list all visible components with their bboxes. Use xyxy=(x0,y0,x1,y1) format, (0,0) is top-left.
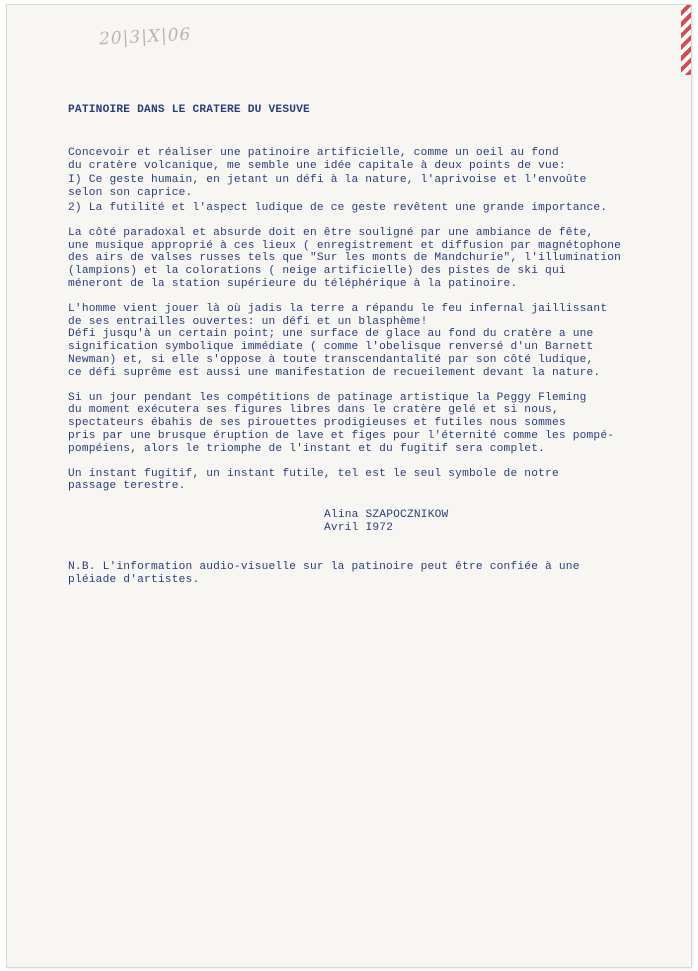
title-line: PATINOIRE DANS LE CRATERE DU VESUVE xyxy=(68,104,310,116)
text-line: La côté paradoxal et absurde doit en être souligné par une ambiance de fête, xyxy=(68,226,594,239)
text-line: I) Ce geste humain, en jetant un défi à la nature, l'aprivoise et l'envoûte xyxy=(68,174,587,187)
text-line: Un instant fugitif, un instant futile, tel est le seul symbole de notre xyxy=(68,467,559,480)
text-line: pris par une brusque éruption de lave et figes pour l'éternité comme les pompé- xyxy=(68,429,615,442)
text-line: Si un jour pendant les compétitions de patinage artistique la Peggy Fleming xyxy=(68,391,587,404)
typed-text-block xyxy=(68,104,698,598)
text-line: Défi jusqu'à un certain point; une surface de glace au fond du cratère a une xyxy=(68,328,594,341)
text-line: spectateurs ébahis de ses pirouettes prodigieuses et futiles nous sommes xyxy=(68,417,566,430)
text-line: Concevoir et réaliser une patinoire artificielle, comme un oeil au fond xyxy=(68,146,559,159)
paragraph-3 xyxy=(68,303,698,380)
text-line: pléiade d'artistes. xyxy=(68,573,200,586)
text-line: de ses entrailles ouvertes: un défi et un blasphème! xyxy=(68,315,428,328)
text-line: L'homme vient jouer là où jadis la terre a répandu le feu infernal jaillissant xyxy=(68,302,608,315)
text-line: selon son caprice. xyxy=(68,187,193,200)
text-line: pompéiens, alors le triomphe de l'instant et du fugitif sera complet. xyxy=(68,442,546,455)
envelope-edge-stripe xyxy=(681,5,691,75)
text-line: N.B. L'information audio-visuelle sur la patinoire peut être confiée à une xyxy=(68,560,580,573)
document-title xyxy=(68,104,698,117)
paragraph-2 xyxy=(68,227,698,291)
signature-block xyxy=(324,509,698,535)
text-line: du moment exécutera ses figures libres dans le cratère gelé et si nous, xyxy=(68,404,559,417)
handwritten-note: 20|3|X|06 xyxy=(98,24,192,50)
paragraph-4 xyxy=(68,392,698,456)
nota-bene xyxy=(68,561,698,587)
text-line: des airs de valses russes tels que "Sur les monts de Mandchurie", l'illumination xyxy=(68,252,622,265)
text-line: ce défi suprême est aussi une manifestation de recueilement devant la nature. xyxy=(68,366,601,379)
text-line: (lampions) et la colorations ( neige artificielle) des pistes de ski qui xyxy=(68,265,566,278)
signature-name: Alina SZAPOCZNIKOW xyxy=(324,509,449,522)
text-line: Newman) et, si elle s'oppose à toute transcendantalité par son côté ludique, xyxy=(68,353,594,366)
paragraph-1 xyxy=(68,147,698,215)
text-line: méneront de la station supérieure du téléphérique à la patinoire. xyxy=(68,277,518,290)
text-line: 2) La futilité et l'aspect ludique de ce geste revêtent une grande importance. xyxy=(68,201,608,214)
signature-date: Avril I972 xyxy=(324,521,394,534)
text-line: passage terestre. xyxy=(68,480,186,493)
text-line: signification symbolique immédiate ( comme l'obelisque renversé d'un Barnett xyxy=(68,341,594,354)
text-line: du cratère volcanique, me semble une idée capitale à deux points de vue: xyxy=(68,159,566,172)
text-line: une musique approprié à ces lieux ( enregistrement et diffusion par magnétophone xyxy=(68,239,622,252)
paragraph-5 xyxy=(68,468,698,494)
